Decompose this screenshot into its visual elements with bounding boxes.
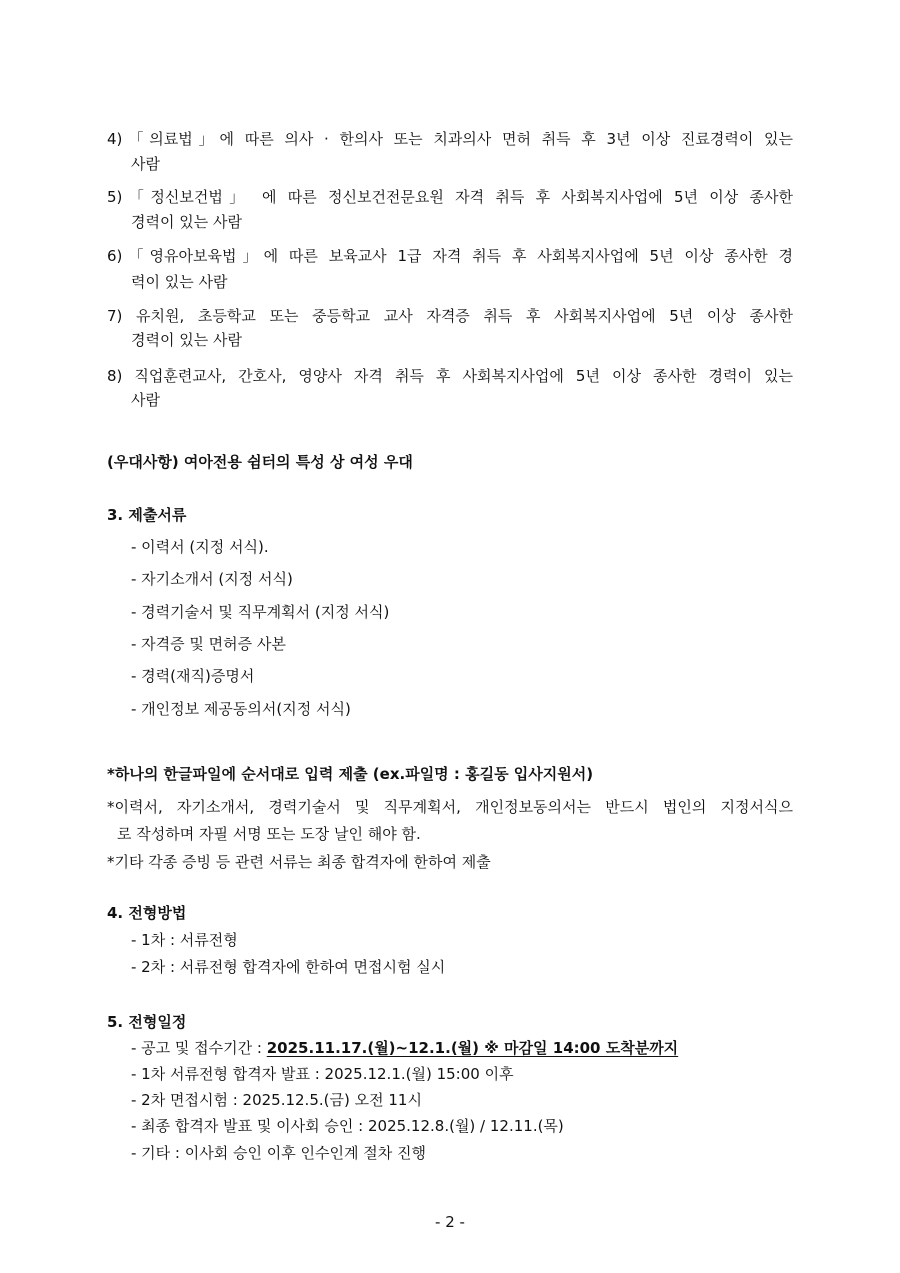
qualification-7-line1: 7) 유치원, 초등학교 또는 중등학교 교사 자격증 취득 후 사회복지사업에 5년 이상 종사한	[107, 307, 793, 325]
documents-item: - 경력(재직)증명서	[131, 667, 255, 685]
schedule-item: - 최종 합격자 발표 및 이사회 승인 : 2025.12.8.(월) / 12.11.(목)	[131, 1117, 564, 1135]
schedule-item: - 기타 : 이사회 승인 이후 인수인계 절차 진행	[131, 1144, 426, 1162]
schedule-item: - 1차 서류전형 합격자 발표 : 2025.12.1.(월) 15:00 이후	[131, 1065, 514, 1083]
qualification-7-line2: 경력이 있는 사람	[131, 331, 242, 349]
qualification-8-line1: 8) 직업훈련교사, 간호사, 영양사 자격 취득 후 사회복지사업에 5년 이상 종사한 경력이 있는	[107, 367, 793, 385]
selection-heading: 4. 전형방법	[107, 904, 187, 922]
selection-item: - 1차 : 서류전형	[131, 931, 238, 949]
submission-bold-note: *하나의 한글파일에 순서대로 입력 제출 (ex.파일명 : 홍길동 입사지원서)	[107, 765, 594, 783]
schedule-heading: 5. 전형일정	[107, 1013, 187, 1031]
selection-item: - 2차 : 서류전형 합격자에 한하여 면접시험 실시	[131, 958, 446, 976]
schedule-application-period: 2025.11.17.(월)~12.1.(월)	[266, 1039, 480, 1057]
schedule-deadline-note: ※ 마감일 14:00 도착분까지	[479, 1039, 679, 1057]
qualification-6-line1: 6)「영유아보육법」에 따른 보육교사 1급 자격 취득 후 사회복지사업에 5년 이상 종사한 경	[107, 247, 793, 265]
page-number: - 2 -	[435, 1213, 465, 1231]
documents-heading: 3. 제출서류	[107, 506, 187, 524]
qualification-5-line1: 5)「정신보건법」 에 따른 정신보건전문요원 자격 취득 후 사회복지사업에 5년 이상 종사한	[107, 188, 793, 206]
documents-item: - 자격증 및 면허증 사본	[131, 635, 286, 653]
submission-note-1-line1: *이력서, 자기소개서, 경력기술서 및 직무계획서, 개인정보동의서는 반드시 법인의 지정서식으	[107, 798, 793, 816]
schedule-application-label: - 공고 및 접수기간 :	[131, 1039, 267, 1057]
documents-item: - 경력기술서 및 직무계획서 (지정 서식)	[131, 603, 390, 621]
submission-note-1-line2: 로 작성하며 자필 서명 또는 도장 날인 해야 함.	[117, 825, 421, 843]
qualification-4-line2: 사람	[131, 155, 160, 173]
documents-item: - 이력서 (지정 서식).	[131, 538, 269, 556]
schedule-item: - 2차 면접시험 : 2025.12.5.(금) 오전 11시	[131, 1091, 422, 1109]
qualification-5-line2: 경력이 있는 사람	[131, 213, 242, 231]
qualification-8-line2: 사람	[131, 391, 160, 409]
preference-note: (우대사항) 여아전용 쉼터의 특성 상 여성 우대	[107, 453, 413, 471]
submission-note-2: *기타 각종 증빙 등 관련 서류는 최종 합격자에 한하여 제출	[107, 853, 491, 871]
documents-item: - 자기소개서 (지정 서식)	[131, 570, 293, 588]
qualification-4-line1: 4)「의료법」에 따른 의사 · 한의사 또는 치과의사 면허 취득 후 3년 이상 진료경력이 있는	[107, 130, 793, 148]
documents-item: - 개인정보 제공동의서(지정 서식)	[131, 700, 351, 718]
qualification-6-line2: 력이 있는 사람	[131, 273, 228, 291]
schedule-item-application	[131, 1038, 678, 1058]
